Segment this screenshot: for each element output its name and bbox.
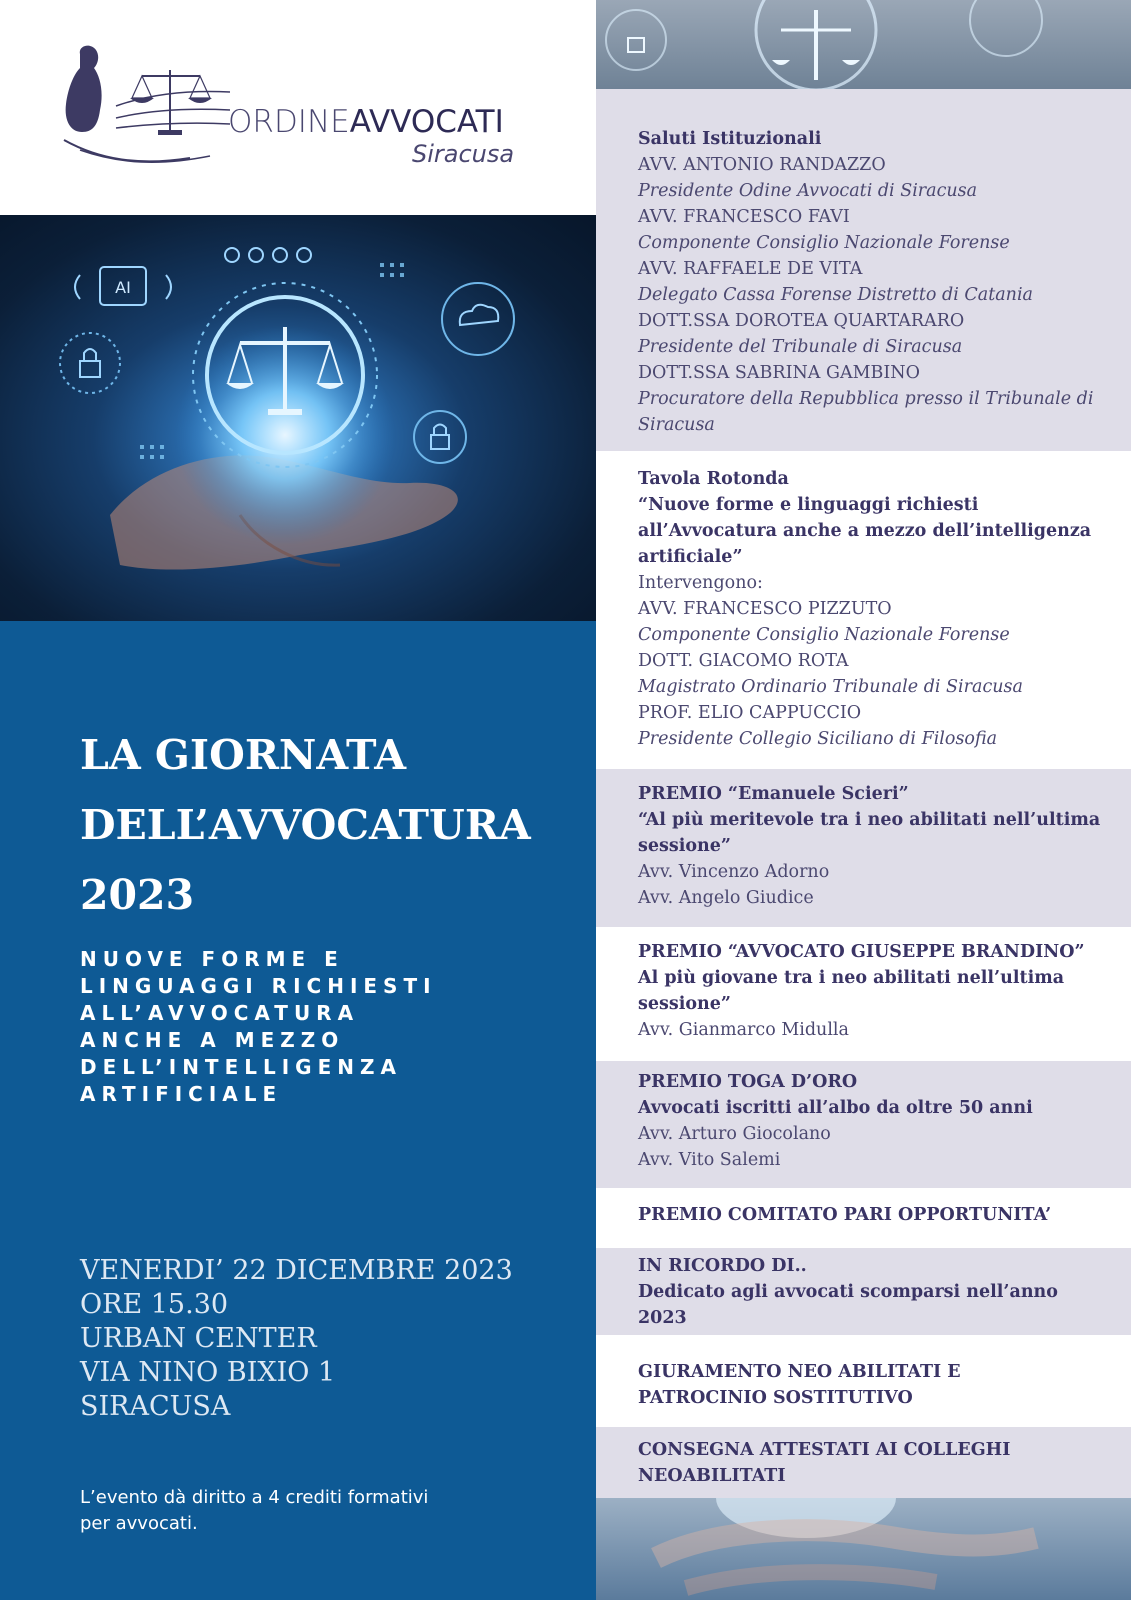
logo-area xyxy=(0,0,596,215)
event-title xyxy=(80,720,531,930)
speaker-name: PROF. ELIO CAPPUCCIO xyxy=(638,703,862,723)
awardee-name: Avv. Gianmarco Midulla xyxy=(638,1020,849,1040)
section-description-line: Al più giovane tra i neo abilitati nell’ultima xyxy=(638,968,1065,988)
section-saluti xyxy=(596,89,1131,451)
event-subtitle-line: LINGUAGGI RICHIESTI xyxy=(80,974,437,998)
tech-justice-banner-icon xyxy=(596,0,1131,89)
event-subtitle-line: DELL’INTELLIGENZA xyxy=(80,1055,402,1079)
speaker-role: Presidente del Tribunale di Siracusa xyxy=(638,337,963,357)
speaker-role: Presidente Collegio Siciliano di Filosofia xyxy=(638,729,998,749)
program-header-image xyxy=(596,0,1131,89)
logo-title-ordine: ORDINE xyxy=(228,104,350,140)
hand-glow-banner-icon xyxy=(596,1498,1131,1600)
event-subtitle-line: ARTIFICIALE xyxy=(80,1082,283,1106)
section-heading-line: NEOABILITATI xyxy=(638,1466,786,1486)
section-description-line: Avvocati iscritti all’albo da oltre 50 anni xyxy=(638,1098,1033,1118)
section-premio-scieri xyxy=(596,769,1131,927)
event-title-line: DELL’AVVOCATURA xyxy=(80,801,531,849)
awardee-name: Avv. Vincenzo Adorno xyxy=(638,862,830,882)
event-title-line: 2023 xyxy=(80,871,195,919)
section-heading: PREMIO COMITATO PARI OPPORTUNITA’ xyxy=(638,1205,1052,1225)
section-heading: IN RICORDO DI.. xyxy=(638,1256,807,1276)
speaker-role: Magistrato Ordinario Tribunale di Siracusa xyxy=(638,677,1023,697)
event-subtitle-line: NUOVE FORME E xyxy=(80,947,344,971)
section-topic-line: artificiale” xyxy=(638,547,743,567)
section-heading-line: GIURAMENTO NEO ABILITATI E xyxy=(638,1362,961,1382)
section-description-line: sessione” xyxy=(638,994,731,1014)
speaker-name: DOTT. GIACOMO ROTA xyxy=(638,651,849,671)
event-subtitle xyxy=(80,946,560,1108)
event-details xyxy=(80,1254,513,1424)
event-venue: URBAN CENTER xyxy=(80,1323,317,1354)
speaker-name: AVV. RAFFAELE DE VITA xyxy=(638,259,863,279)
section-premio-brandino xyxy=(596,927,1131,1061)
speaker-role: Componente Consiglio Nazionale Forense xyxy=(638,233,1010,253)
section-heading: Tavola Rotonda xyxy=(638,469,789,489)
section-description-line: “Al più meritevole tra i neo abilitati nell’ultima xyxy=(638,810,1101,830)
section-tavola-rotonda xyxy=(596,451,1131,769)
logo-title-avvocati: AVVOCATI xyxy=(349,104,504,140)
event-title-line: LA GIORNATA xyxy=(80,731,407,779)
program-column xyxy=(596,0,1131,1600)
speaker-name: DOTT.SSA SABRINA GAMBINO xyxy=(638,363,920,383)
speaker-role: Componente Consiglio Nazionale Forense xyxy=(638,625,1010,645)
speaker-name: AVV. FRANCESCO PIZZUTO xyxy=(638,599,892,619)
credits-line: L’evento dà diritto a 4 crediti formativi xyxy=(80,1487,429,1508)
event-subtitle-line: ANCHE A MEZZO xyxy=(80,1028,345,1052)
ai-chip-label: AI xyxy=(115,278,131,297)
event-city: SIRACUSA xyxy=(80,1391,231,1422)
logo-title xyxy=(228,104,504,140)
event-address: VIA NINO BIXIO 1 xyxy=(80,1357,336,1388)
section-giuramento xyxy=(596,1335,1131,1427)
program-footer-image xyxy=(596,1498,1131,1600)
section-description-line: 2023 xyxy=(638,1308,687,1328)
speaker-role: Procuratore della Repubblica presso il Tribunale di Siracusa xyxy=(638,389,1094,435)
section-topic-line: all’Avvocatura anche a mezzo dell’intelligenza xyxy=(638,521,1092,541)
event-time: ORE 15.30 xyxy=(80,1289,229,1320)
awardee-name: Avv. Vito Salemi xyxy=(638,1150,781,1170)
speaker-role: Presidente Odine Avvocati di Siracusa xyxy=(638,181,978,201)
section-description-line: Dedicato agli avvocati scomparsi nell’anno xyxy=(638,1282,1058,1302)
scales-of-justice-logo-icon xyxy=(60,40,240,175)
ai-justice-illustration-icon xyxy=(0,215,596,621)
awardee-name: Avv. Angelo Giudice xyxy=(638,888,814,908)
section-heading: PREMIO TOGA D’ORO xyxy=(638,1072,858,1092)
section-heading-line: PATROCINIO SOSTITUTIVO xyxy=(638,1388,913,1408)
section-premio-toga-doro xyxy=(596,1061,1131,1188)
speaker-name: DOTT.SSA DOROTEA QUARTARARO xyxy=(638,311,965,331)
section-topic-line: “Nuove forme e linguaggi richiesti xyxy=(638,495,979,515)
event-credits xyxy=(80,1485,500,1537)
section-premio-comitato xyxy=(596,1188,1131,1248)
logo-subtitle: Siracusa xyxy=(412,140,515,168)
speaker-role: Delegato Cassa Forense Distretto di Catania xyxy=(638,285,1033,305)
section-heading-line: CONSEGNA ATTESTATI AI COLLEGHI xyxy=(638,1440,1011,1460)
section-intro: Intervengono: xyxy=(638,573,763,593)
hero-image xyxy=(0,215,596,621)
section-heading: Saluti Istituzionali xyxy=(638,129,822,149)
section-consegna-attestati xyxy=(596,1427,1131,1498)
event-date: VENERDI’ 22 DICEMBRE 2023 xyxy=(80,1255,513,1286)
event-subtitle-line: ALL’AVVOCATURA xyxy=(80,1001,360,1025)
speaker-name: AVV. ANTONIO RANDAZZO xyxy=(638,155,886,175)
section-heading: PREMIO “AVVOCATO GIUSEPPE BRANDINO” xyxy=(638,942,1085,962)
section-description-line: sessione” xyxy=(638,836,731,856)
awardee-name: Avv. Arturo Giocolano xyxy=(638,1124,831,1144)
section-heading: PREMIO “Emanuele Scieri” xyxy=(638,784,909,804)
section-in-ricordo xyxy=(596,1248,1131,1335)
speaker-name: AVV. FRANCESCO FAVI xyxy=(638,207,850,227)
credits-line: per avvocati. xyxy=(80,1513,198,1534)
